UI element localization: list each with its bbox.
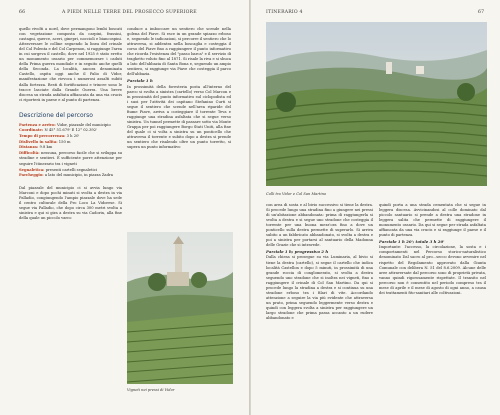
body-paragraph: Dalla chiesa si prosegue su via Luminaria, al bivio si tiene la destra (cartello), si segue il cartello che indica località Castellon e dopo 5 minuti, in prossimità di una grande roccia di conglomerato, si svolta a destra seguendo uno stradone che si inoltra nei vigneti, fino a raggiungere il crinale di Col San Martino. Da qui si procede lungo la stradina a destra e si continua su una stradone erboso tra i filari di vite. Accordando attenzione a seguire la via più evidente che attraversa un prato, prima seguendo leggermente verso destra e quindi con leggera svolta a sinistra per raggiungere un largo stradone che prima passa accanto a un rudere abbandonato e	[266, 255, 373, 321]
info-key: Dislivello in salita:	[19, 139, 58, 144]
info-value: N 45° 51.679' E 12° 02.392'	[43, 128, 98, 133]
vineyard-photo-right	[266, 22, 487, 186]
right-column-1	[266, 203, 373, 322]
running-head-left: A PIEDI NELLE TERRE DEL PROSECCO SUPERIORE	[62, 10, 197, 15]
section-title: Descrizione del percorso	[19, 111, 93, 119]
partial-time-subhead: Parziale 1 h	[127, 78, 153, 84]
running-head-right: ITINERARIO 4	[266, 10, 303, 15]
body-paragraph: Dal piazzale del municipio ci si avvia lungo via Marconi e dopo pochi minuti si svolta a destra in via Palladio, congiungendo l'ampio piazzale dove ha sede il centro culturale della Pro Loco La Vidorese. Si segue via Palladio, che dopo circa 300 metri svolta a sinistra e qui si gira a destra su via Cadorin, alla fine della quale un piccolo varco	[19, 185, 122, 220]
body-paragraph: conduce a imboccare un sentiero che scende nella golena del Piave. Si esce in un grande spiazzo erboso e, seguendo le indicazioni, si percorre il sentiero che lo attraversa, si addentra nella boscaglia e costeggia il corso del Piave fino a raggiungere il punto informativo che ricorda l'esistenza del "passo barca" e il servizio di traghetto voluto fino al 1871. Si risale la riva e si sbuca a lato dell'abbazia di Santa Bona e, seguendo un ampio sentiero, si raggiunge via Piave che costeggia il parco dell'abbazia.	[127, 27, 231, 77]
partial-time-subhead: Parziale 1 h; progressivo 2 h	[266, 249, 329, 255]
hills-vineyard-image	[266, 22, 487, 186]
left-column-2	[127, 27, 231, 151]
page-number-left: 66	[19, 10, 26, 15]
info-value: a lato del municipio, in piazza Zadra	[43, 173, 113, 178]
vineyard-photo-left	[127, 232, 233, 384]
right-column-2	[379, 203, 486, 297]
info-row	[19, 173, 122, 179]
info-key: Difficoltà:	[19, 150, 40, 155]
photo-caption-left: Vigneti nei pressi di Vidor	[127, 388, 175, 392]
left-page	[0, 0, 249, 415]
info-key: Coordinate:	[19, 128, 44, 133]
body-paragraph: Importante: l'accesso, la circolazione, la sosta e i comportamenti nel Percorso storico-naturalistico denominato Dal sacro al pro...secco devono avvenire nel rispetto del Regolamento approvato dalla Giunta Comunale con delibera N. 51 del 8.6.2009. Alcune delle aree attraversate dal percorso sono di proprietà privata, vanno quindi rigorosamente rispettate. Il transito nel percorso non è consentito nel periodo compreso tra il mese di aprile e il mese di agosto di ogni anno, a causa dei trattamenti fito-sanitari alle coltivazioni.	[379, 245, 486, 295]
info-value: 3 h 20'	[65, 133, 80, 138]
partial-time-subhead: Parziale 1 h 20'; totale 3 h 20'	[379, 239, 445, 245]
info-key: Partenza e arrivo:	[19, 122, 56, 127]
right-page	[251, 0, 500, 415]
body-paragraph: quello rivolti a nord, dove permangono lembi boscati con vegetazione composta da carpini, frassini, castagni, querce, aceri, ginepri, noccioli e biancospini. Attraversare le colline seguendo la linea del crinale del Col Polenta e del Col Carpenon, si raggiunge l'area in cui sorgeva il castello, dove nel 1925 è stato eretto un monumento ossario per commemorare i caduti della Prima guerra mondiale e in seguito anche quelli della Seconda. La località, ancora denominata Castello, ospita oggi anche il Palio di Vidor, manifestazione che rievoca i numerosi assalti subiti dalla fortezza. Resti di fortificazioni e trincee sono le tracce lasciate dalla Grande Guerra. Una breve discesa su strada asfaltata affiancata da una via crucis ci riporterà in paese e al punto di partenza.	[19, 27, 122, 102]
info-value: presenti cartelli segnaletici	[44, 167, 97, 172]
body-paragraph: In prossimità della foresteria posta all'interno del parco si svolta a sinistra (cartello) verso Col Marcon e in prossimità del punto informativo sul ciclopodista ed i suoi per l'attività dei capitano Stefanino Curti si segue il sentiero che scende nell'area riparide del fiume Piave, arriva a costeggiare il torrente Teva e raggiunge una stradina asfaltata che si segue verso sinistra. Un tunnel permette di passare sotto via Monte Grappa per poi raggiungere Borgo Stati Uniti, alla fine del quale ci si volta a sinistra su un ponticello che attraversa il torrente e subito dopo a destra si prende un sentiero che risalendo oltre un punto torretto, si supera un punto informativo	[127, 84, 231, 150]
info-key: Segnaletica:	[19, 167, 45, 172]
info-row	[19, 151, 122, 168]
info-value: 9.8 km	[38, 145, 53, 150]
info-key: Tempo di percorrenza:	[19, 133, 66, 138]
info-value: Vidor, piazzale del municipio	[55, 122, 111, 127]
info-key: Parcheggio:	[19, 173, 44, 178]
photo-caption-right: Colli tra Vidor e Col San Martino	[266, 192, 327, 196]
page-number-right: 67	[478, 10, 485, 15]
info-value: nessuna, percorso facile che si sviluppa su stradine e sentieri. È sufficiente porre attenzione per seguire l'itinerario tra i vigneti	[19, 150, 122, 166]
body-paragraph: con area di sosta e al bivio successivo si tiene la destra. Si procede lungo una stradina fino a giungere nei pressi di un'abitazione abbandonata: prima di raggiungerla si svolta a destra e si segue uno stradone che costeggia il torrente per una buona mezz'ora fino a dove un ponticello sulla destra permette di superarlo. Si arriva subito a un fabbricato abbandonato, si svolta a destra e poi a sinistra per portarsi al santuario della Madonna delle Grazie che si intravede.	[266, 203, 373, 248]
body-paragraph: quindi porta a una strada cementata che si segue in leggera discesa. Avvicinandosi al colle dominato dal piccolo santuario si prende a destra una stradone in leggera salita che permette di raggiungere il monumento ossario. Da qui si segue per strada asfaltata affiancata da una via crucis e si raggiunge il paese e il punto di partenza.	[379, 203, 486, 238]
info-key: Distanza:	[19, 145, 39, 150]
route-info	[19, 123, 122, 179]
info-value: 150 m	[57, 139, 71, 144]
vineyard-tower-image	[127, 232, 233, 384]
left-column-1	[19, 27, 122, 222]
